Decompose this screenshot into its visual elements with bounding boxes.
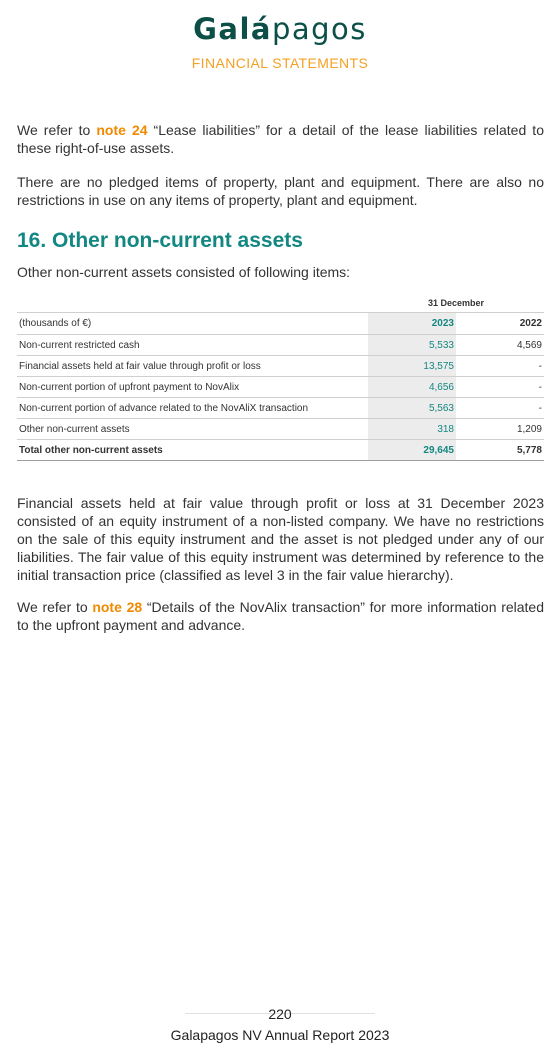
row-label: Non-current portion of upfront payment to NovAlix — [17, 377, 368, 398]
value-2022: - — [456, 377, 544, 398]
value-2023: 5,533 — [368, 335, 456, 356]
table-total-row — [17, 440, 544, 461]
unit-label: (thousands of €) — [17, 313, 368, 335]
value-2022: - — [456, 398, 544, 419]
logo-light-part: pagos — [271, 12, 367, 46]
row-label: Other non-current assets — [17, 419, 368, 440]
row-label: Non-current portion of advance related to the NovAliX transaction — [17, 398, 368, 419]
para1-rest: “Lease liabilities” for a detail of the lease liabilities related to these right-of-use assets. — [17, 122, 544, 156]
logo-wordmark — [193, 12, 367, 46]
table-group-header-row — [17, 294, 544, 313]
year-2023-header: 2023 — [368, 313, 456, 335]
value-2023: 4,656 — [368, 377, 456, 398]
table-year-header-row — [17, 313, 544, 335]
novalix-reference-paragraph — [17, 598, 544, 634]
total-2023: 29,645 — [368, 440, 456, 461]
other-non-current-assets-table — [17, 294, 544, 461]
lease-reference-paragraph — [17, 121, 544, 157]
value-2022: - — [456, 356, 544, 377]
section-intro: Other non-current assets consisted of following items: — [17, 264, 351, 280]
para1-lead: We refer to — [17, 122, 97, 138]
section-header-label: FINANCIAL STATEMENTS — [191, 55, 369, 71]
note-24-link[interactable]: note 24 — [96, 122, 148, 138]
value-2023: 318 — [368, 419, 456, 440]
row-label: Non-current restricted cash — [17, 335, 368, 356]
para4-lead: We refer to — [17, 599, 93, 615]
section-title: 16. Other non-current assets — [17, 229, 303, 252]
table-row — [17, 398, 544, 419]
total-2022: 5,778 — [456, 440, 544, 461]
row-label: Financial assets held at fair value through profit or loss — [17, 356, 368, 377]
table-row — [17, 419, 544, 440]
value-2022: 4,569 — [456, 335, 544, 356]
empty-cell — [17, 294, 368, 313]
value-2023: 13,575 — [368, 356, 456, 377]
logo-bold-part: Galá — [193, 12, 272, 46]
value-2023: 5,563 — [368, 398, 456, 419]
year-2022-header: 2022 — [456, 313, 544, 335]
total-label: Total other non-current assets — [17, 440, 368, 461]
group-header-31-december: 31 December — [368, 294, 544, 313]
footer-report-title: Galapagos NV Annual Report 2023 — [170, 1027, 390, 1043]
note-28-link[interactable]: note 28 — [92, 599, 143, 615]
fair-value-paragraph: Financial assets held at fair value through profit or loss at 31 December 2023 consisted of an equity instrument of a non-listed company. We have no restrictions on the sale of this equity instrument and the asset is not pledged under any of our liabilities. The fair value of this equity instrument was determined by reference to the initial transaction price (classified as level 3 in the fair value hierarchy). — [17, 495, 544, 583]
galapagos-logo — [0, 12, 560, 46]
table-row — [17, 377, 544, 398]
value-2022: 1,209 — [456, 419, 544, 440]
para4-rest: “Details of the NovAlix transaction” for more information related to the upfront payment and advance. — [17, 599, 545, 633]
table-row — [17, 356, 544, 377]
pledged-items-paragraph: There are no pledged items of property, plant and equipment. There are also no restrictions in use on any items of property, plant and equipment. — [17, 174, 544, 208]
table-row — [17, 335, 544, 356]
page-number: 220 — [268, 1006, 292, 1022]
